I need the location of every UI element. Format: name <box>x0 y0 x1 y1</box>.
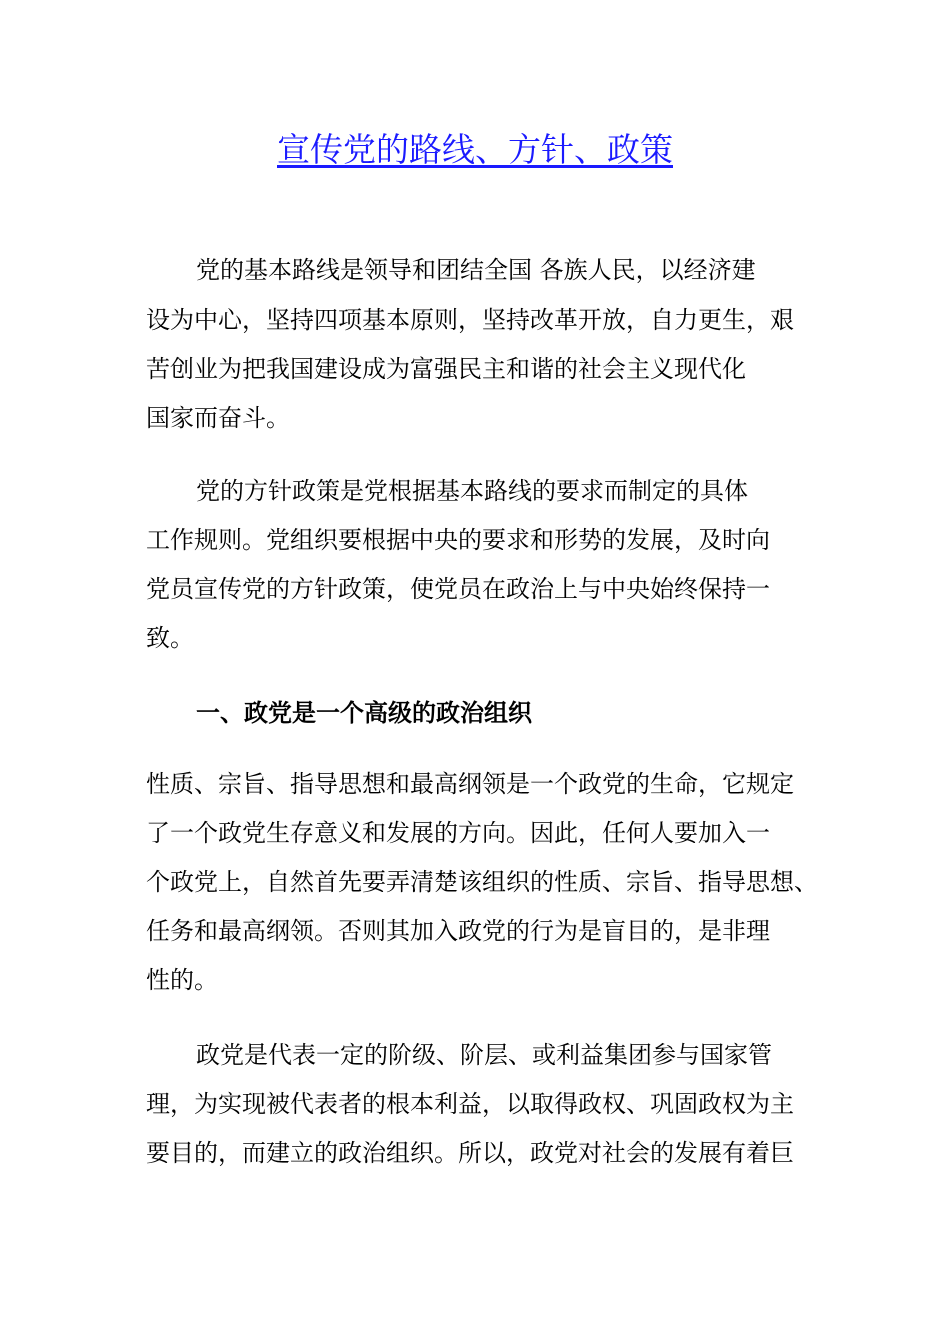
paragraph-3-line-3: 个政党上，自然首先要弄清楚该组织的性质、宗旨、指导思想、 <box>146 868 818 896</box>
document-title <box>0 128 950 172</box>
paragraph-4-line-1: 政党是代表一定的阶级、阶层、或利益集团参与国家管 <box>196 1041 772 1069</box>
paragraph-3-line-2: 了一个政党生存意义和发展的方向。因此，任何人要加入一 <box>146 819 770 847</box>
paragraph-4-line-3: 要目的，而建立的政治组织。所以，政党对社会的发展有着巨 <box>146 1139 794 1167</box>
paragraph-3-line-4: 任务和最高纲领。否则其加入政党的行为是盲目的，是非理 <box>146 917 770 945</box>
paragraph-3-line-5: 性的。 <box>146 966 218 994</box>
paragraph-4-line-2: 理，为实现被代表者的根本利益，以取得政权、巩固政权为主 <box>146 1090 794 1118</box>
paragraph-3-line-1: 性质、宗旨、指导思想和最高纲领是一个政党的生命，它规定 <box>146 770 794 798</box>
paragraph-2-line-1: 党的方针政策是党根据基本路线的要求而制定的具体 <box>196 477 748 505</box>
title-link[interactable]: 宣传党的路线、方针、政策 <box>277 130 673 169</box>
paragraph-1-line-4: 国家而奋斗。 <box>146 404 290 432</box>
paragraph-2-line-3: 党员宣传党的方针政策，使党员在政治上与中央始终保持一 <box>146 575 770 603</box>
paragraph-1-line-3: 苦创业为把我国建设成为富强民主和谐的社会主义现代化 <box>146 355 746 383</box>
section-heading: 一、政党是一个高级的政治组织 <box>196 698 532 727</box>
paragraph-2-line-4: 致。 <box>146 624 194 652</box>
paragraph-1-line-2: 设为中心，坚持四项基本原则，坚持改革开放，自力更生，艰 <box>146 306 794 334</box>
paragraph-2-line-2: 工作规则。党组织要根据中央的要求和形势的发展，及时向 <box>146 526 770 554</box>
paragraph-1-line-1: 党的基本路线是领导和团结全国 各族人民，以经济建 <box>196 256 756 284</box>
